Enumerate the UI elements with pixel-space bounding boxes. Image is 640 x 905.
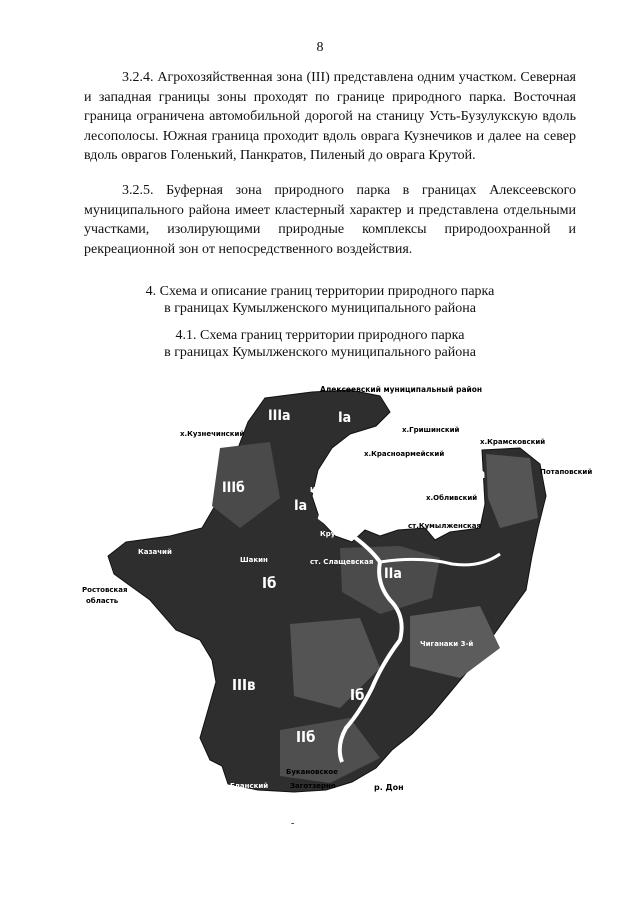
- zone-label-iia-east: IIа: [384, 566, 402, 582]
- map-label-zagotzerno: Заготзерно: [290, 782, 336, 790]
- section-3-2-4-text: 3.2.4. Агрохозяйственная зона (III) представлена одним участком. Северная и западная границы зоны проходят по границе природного парка. Восточная граница ограничена автомобильной дорогой на станицу Усть-Бузулукскую вдоль лесополосы. Южная граница проходит вдоль оврага Кузнечиков и далее на север вдоль оврагов Голенький, Панкратов, Пиленый до оврага Крутой.: [84, 70, 576, 164]
- heading-section-4-1-line2: в границах Кумылженского муниципального района: [164, 345, 476, 360]
- zone-label-ib-south: Iб: [350, 686, 365, 704]
- map-label-kazachy: Казачий: [138, 548, 172, 556]
- section-3-2-5-text: 3.2.5. Буферная зона природного парка в границах Алексеевского муниципального района имеет кластерный характер и представлена отдельными участками, изолирующими природные комплексы природоохранной и рекреационной зон от непосредственного воздействия.: [84, 183, 576, 257]
- map-label-oblivsky: х.Обливский: [426, 494, 478, 502]
- section-3-2-4: [84, 68, 576, 166]
- zone-label-iiia: IIIа: [268, 408, 291, 424]
- zone-label-iiiv: IIIв: [232, 676, 256, 694]
- map-label-kramskovsky: х.Крамсковский: [480, 438, 546, 446]
- zone-label-ia-north: Iа: [338, 410, 352, 426]
- footer-mark: -: [291, 818, 295, 829]
- map-label-potapovsky: Потаповский: [540, 468, 593, 476]
- heading-section-4-1-line1: 4.1. Схема границ территории природного парка: [175, 328, 465, 343]
- section-3-2-5: [84, 181, 576, 259]
- zone-label-iib: IIб: [296, 728, 316, 746]
- map-label-krasnoarmeisky: х.Красноармейский: [364, 450, 445, 458]
- park-boundary-map-svg: [80, 378, 620, 808]
- map-label-shakin: Шакин: [240, 556, 268, 564]
- map-label-kanaki: Чиганаки 3-й: [420, 640, 474, 648]
- map-label-kuznechinsky: х.Кузнечинский: [180, 430, 245, 438]
- map-label-slashchevskaya: ст. Слащевская: [310, 558, 374, 566]
- map-label-rostov-line1: Ростовская: [82, 586, 128, 594]
- zone-label-iiib: IIIб: [222, 480, 245, 496]
- map-label-kumylzhenskaya: ст.Кумылженская: [408, 522, 481, 530]
- zone-label-iia-northeast: IIа: [470, 467, 486, 481]
- map-label-shirokovsky: Широковский: [310, 486, 367, 494]
- heading-section-4-line2: в границах Кумылженского муниципального района: [164, 301, 476, 316]
- map-label-don: р. Дон: [374, 783, 404, 792]
- page-number: 8: [316, 40, 324, 55]
- heading-section-4-1: [0, 327, 640, 361]
- map-label-alekseevsky: Алексеевский муниципальный район: [320, 385, 483, 394]
- park-boundary-map: [80, 378, 620, 808]
- heading-section-4: [0, 283, 640, 317]
- map-label-grishinsky: х.Гришинский: [402, 426, 460, 434]
- map-label-rostov-line2: область: [86, 597, 119, 605]
- map-label-vukovskoe: Букановское: [286, 768, 338, 776]
- map-label-krutoy: Крутой: [320, 530, 350, 538]
- zone-label-ia-center: Iа: [294, 498, 308, 514]
- zone-label-ib-west: Iб: [262, 574, 277, 592]
- map-label-elansky: Еланский: [230, 782, 269, 790]
- heading-section-4-line1: 4. Схема и описание границ территории природного парка: [145, 284, 495, 299]
